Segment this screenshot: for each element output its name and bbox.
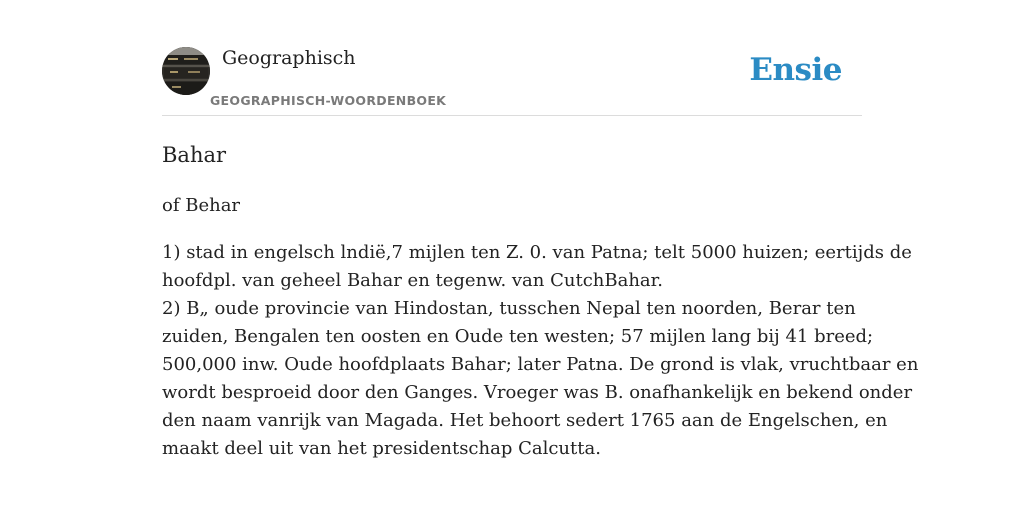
definition-line: den naam vanrijk van Magada. Het behoort sedert 1765 aan de Engelschen, en	[162, 410, 888, 431]
definition-line: 1) stad in engelsch lndië,7 mijlen ten Z. 0. van Patna; telt 5000 huizen; eertijds de	[162, 242, 912, 263]
definition-line: 2) B„ oude provincie van Hindostan, tusschen Nepal ten noorden, Berar ten	[162, 298, 856, 319]
entry-title: Bahar	[162, 143, 227, 167]
definition-line: wordt besproeid door den Ganges. Vroeger was B. onafhankelijk en bekend onder	[162, 382, 913, 403]
definition-line: maakt deel uit van het presidentschap Calcutta.	[162, 438, 601, 459]
dictionary-header	[162, 46, 862, 116]
dictionary-name[interactable]: Geographisch	[222, 47, 356, 69]
definition-line: zuiden, Bengalen ten oosten en Oude ten westen; 57 mijlen lang bij 41 breed;	[162, 326, 874, 347]
header-divider	[162, 115, 862, 116]
dictionary-avatar[interactable]	[162, 47, 210, 95]
definition-line: 500,000 inw. Oude hoofdplaats Bahar; later Patna. De grond is vlak, vruchtbaar en	[162, 354, 919, 375]
book-spines-icon	[162, 47, 210, 95]
entry-variant: of Behar	[162, 195, 241, 216]
dictionary-subtitle[interactable]: GEOGRAPHISCH-WOORDENBOEK	[210, 93, 447, 108]
entry-definition	[162, 239, 919, 463]
brand-logo[interactable]: Ensie	[749, 52, 842, 88]
definition-line: hoofdpl. van geheel Bahar en tegenw. van CutchBahar.	[162, 270, 664, 291]
